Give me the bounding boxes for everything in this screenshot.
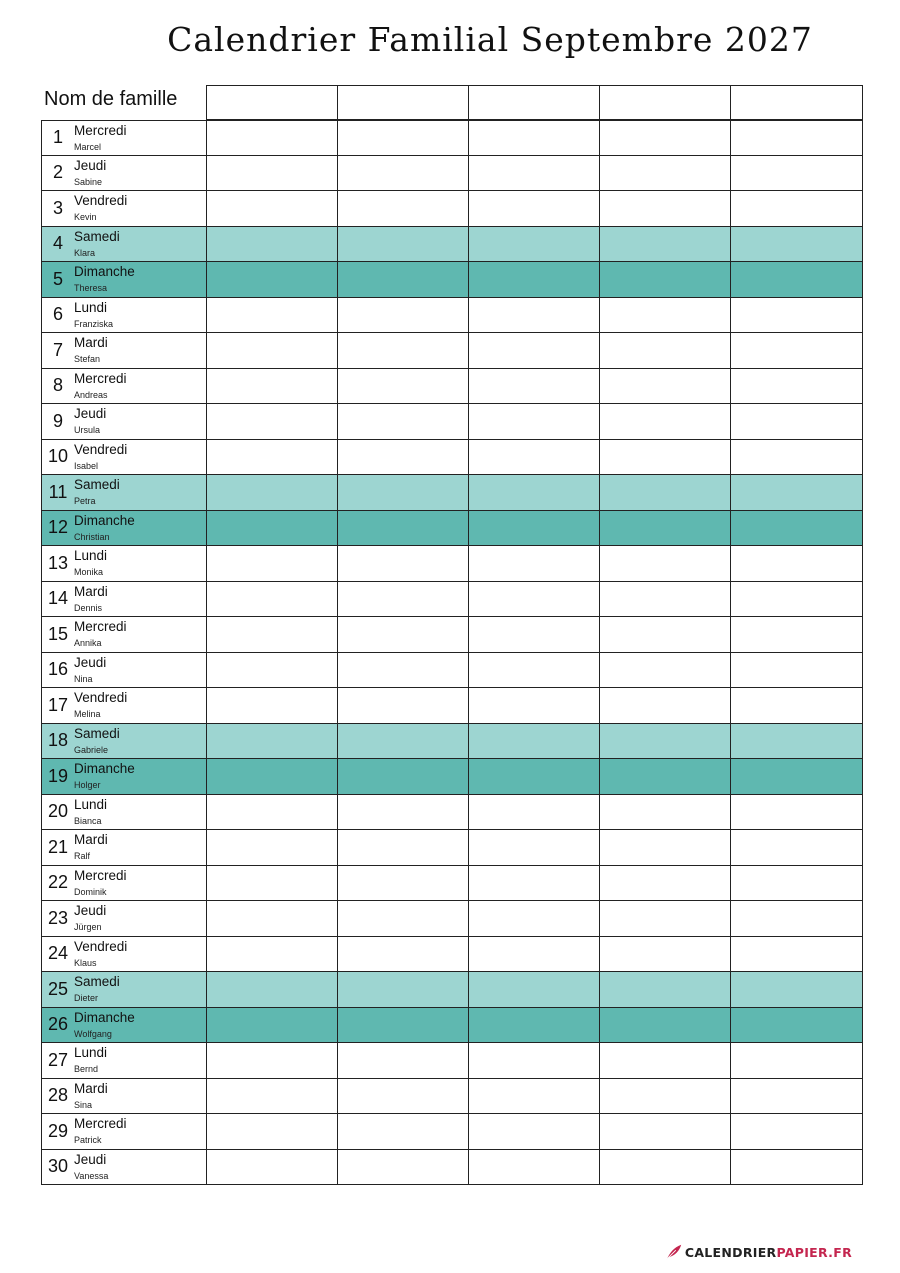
- entry-cell[interactable]: [206, 901, 339, 936]
- entry-cell[interactable]: [730, 582, 862, 617]
- entry-cell[interactable]: [468, 298, 601, 333]
- entry-cell[interactable]: [730, 475, 862, 510]
- entry-cell[interactable]: [599, 830, 732, 865]
- entry-cell[interactable]: [468, 653, 601, 688]
- entry-cell[interactable]: [730, 440, 862, 475]
- entry-cell[interactable]: [599, 262, 732, 297]
- day-row: [41, 901, 863, 937]
- entry-cell[interactable]: [206, 653, 339, 688]
- day-row: [41, 937, 863, 973]
- entry-cell[interactable]: [599, 724, 732, 759]
- day-row: [41, 972, 863, 1008]
- entry-cell[interactable]: [206, 156, 339, 191]
- weekday-name: Dimanche: [74, 264, 135, 279]
- entry-cell[interactable]: [730, 1043, 862, 1078]
- name-day: Christian: [74, 531, 110, 542]
- weekday-name: Mercredi: [74, 370, 127, 386]
- day-row: [41, 262, 863, 298]
- day-number: 7: [52, 339, 63, 360]
- day-row: [41, 191, 863, 227]
- entry-cell[interactable]: [599, 582, 732, 617]
- day-number: 1: [52, 127, 63, 148]
- entry-cell[interactable]: [730, 1114, 862, 1149]
- day-number: 10: [47, 446, 69, 467]
- entry-cell[interactable]: [468, 795, 601, 830]
- day-number: 15: [47, 623, 69, 644]
- day-row: [41, 156, 863, 192]
- entry-cell[interactable]: [730, 404, 862, 439]
- entry-cell[interactable]: [206, 937, 339, 972]
- entry-cell[interactable]: [206, 1114, 339, 1149]
- name-day: Bianca: [74, 815, 102, 826]
- family-column-header-5[interactable]: [730, 85, 863, 120]
- name-day: Monika: [74, 567, 104, 577]
- day-number: 2: [52, 162, 63, 183]
- entry-cell[interactable]: [468, 546, 601, 581]
- name-day: Andreas: [74, 389, 108, 400]
- day-number: 20: [47, 801, 69, 822]
- entry-cell[interactable]: [206, 1079, 339, 1114]
- entry-cell[interactable]: [599, 511, 732, 546]
- entry-cell[interactable]: [599, 298, 732, 333]
- day-number: 3: [52, 197, 63, 218]
- entry-cell[interactable]: [337, 937, 470, 972]
- weekday-name: Dimanche: [74, 512, 135, 528]
- day-number: 24: [47, 943, 69, 964]
- entry-cell[interactable]: [337, 227, 470, 262]
- weekday-name: Vendredi: [74, 938, 128, 954]
- entry-cell[interactable]: [206, 546, 339, 581]
- day-row: [41, 298, 863, 334]
- weekday-name: Samedi: [74, 477, 120, 492]
- weekday-name: Mardi: [74, 335, 108, 350]
- family-column-header-1[interactable]: [206, 85, 339, 120]
- weekday-name: Lundi: [74, 299, 108, 315]
- name-day: Dennis: [74, 602, 103, 613]
- entry-cell[interactable]: [468, 830, 601, 865]
- name-day: Holger: [74, 780, 101, 790]
- entry-cell[interactable]: [337, 617, 470, 652]
- entry-cell[interactable]: [337, 1079, 470, 1114]
- entry-cell[interactable]: [337, 440, 470, 475]
- name-day: Sina: [74, 1099, 93, 1110]
- entry-cell[interactable]: [468, 866, 601, 901]
- day-row: [41, 653, 863, 689]
- weekday-name: Mercredi: [74, 619, 127, 634]
- day-row: [41, 546, 863, 582]
- name-day: Ursula: [74, 425, 101, 435]
- name-day: Melina: [74, 709, 101, 719]
- weekday-name: Samedi: [74, 228, 120, 244]
- weekday-name: Mardi: [74, 583, 108, 599]
- name-day: Franziska: [74, 318, 114, 329]
- name-day: Jürgen: [74, 922, 102, 932]
- entry-cell[interactable]: [599, 759, 732, 794]
- entry-cell[interactable]: [730, 333, 862, 368]
- entry-cell[interactable]: [730, 156, 862, 191]
- entry-cell[interactable]: [468, 1008, 601, 1043]
- day-row: [41, 1043, 863, 1079]
- day-row: [41, 440, 863, 476]
- day-number: 30: [47, 1156, 69, 1177]
- weekday-name: Jeudi: [74, 654, 107, 670]
- day-row: [41, 227, 863, 263]
- name-day: Annika: [74, 638, 102, 648]
- entry-cell[interactable]: [206, 121, 339, 155]
- name-day: Vanessa: [74, 1170, 109, 1181]
- day-number: 8: [52, 375, 63, 396]
- entry-cell[interactable]: [730, 1150, 862, 1185]
- entry-cell[interactable]: [337, 369, 470, 404]
- entry-cell[interactable]: [206, 866, 339, 901]
- entry-cell[interactable]: [599, 369, 732, 404]
- entry-cell[interactable]: [337, 866, 470, 901]
- entry-cell[interactable]: [206, 724, 339, 759]
- name-day: Stefan: [74, 354, 101, 364]
- day-number: 28: [47, 1085, 69, 1106]
- entry-cell[interactable]: [730, 369, 862, 404]
- entry-cell[interactable]: [599, 1079, 732, 1114]
- leaf-icon: [665, 1243, 683, 1261]
- name-day: Dieter: [74, 993, 99, 1003]
- weekday-name: Jeudi: [74, 406, 107, 421]
- entry-cell[interactable]: [206, 972, 339, 1007]
- weekday-name: Mardi: [74, 1080, 108, 1096]
- name-day: Petra: [74, 496, 96, 506]
- name-day: Nina: [74, 673, 93, 684]
- entry-cell[interactable]: [337, 795, 470, 830]
- day-row: [41, 333, 863, 369]
- day-row: [41, 795, 863, 831]
- entry-cell[interactable]: [337, 121, 470, 155]
- entry-cell[interactable]: [337, 582, 470, 617]
- weekday-name: Samedi: [74, 974, 120, 989]
- entry-cell[interactable]: [468, 688, 601, 723]
- weekday-name: Vendredi: [74, 441, 128, 457]
- weekday-name: Lundi: [74, 1045, 108, 1060]
- entry-cell[interactable]: [206, 1008, 339, 1043]
- entry-cell[interactable]: [599, 795, 732, 830]
- day-number: 22: [47, 872, 69, 893]
- entry-cell[interactable]: [468, 156, 601, 191]
- entry-cell[interactable]: [206, 298, 339, 333]
- day-row: [41, 582, 863, 618]
- entry-cell[interactable]: [337, 156, 470, 191]
- name-day: Dominik: [74, 886, 107, 897]
- brand-footer[interactable]: [665, 1243, 852, 1261]
- day-number: 18: [47, 730, 69, 751]
- entry-cell[interactable]: [730, 795, 862, 830]
- brand-name-part1: CALENDRIER: [684, 1244, 777, 1260]
- weekday-name: Jeudi: [74, 903, 107, 918]
- name-day: Marcel: [74, 142, 102, 152]
- page-title: Calendrier Familial Septembre 2027: [167, 20, 813, 59]
- day-row: [41, 511, 863, 547]
- entry-cell[interactable]: [468, 121, 601, 155]
- day-number: 13: [47, 552, 69, 573]
- entry-cell[interactable]: [730, 866, 862, 901]
- day-number: 4: [52, 233, 63, 254]
- entry-cell[interactable]: [337, 298, 470, 333]
- weekday-name: Mercredi: [74, 1116, 127, 1131]
- brand-name-part2: PAPIER.FR: [776, 1244, 852, 1260]
- day-row: [41, 369, 863, 405]
- day-row: [41, 120, 863, 156]
- day-number: 17: [47, 694, 69, 715]
- name-day: Klaus: [74, 957, 97, 968]
- entry-cell[interactable]: [206, 404, 339, 439]
- weekday-name: Vendredi: [74, 690, 128, 705]
- entry-cell[interactable]: [337, 972, 470, 1007]
- entry-cell[interactable]: [730, 830, 862, 865]
- entry-cell[interactable]: [468, 1114, 601, 1149]
- entry-cell[interactable]: [337, 191, 470, 226]
- day-row: [41, 724, 863, 760]
- entry-cell[interactable]: [599, 404, 732, 439]
- name-day: Ralf: [74, 851, 91, 861]
- entry-cell[interactable]: [468, 227, 601, 262]
- day-row: [41, 1114, 863, 1150]
- entry-cell[interactable]: [206, 511, 339, 546]
- entry-cell[interactable]: [206, 333, 339, 368]
- entry-cell[interactable]: [206, 1150, 339, 1185]
- family-column-header-2[interactable]: [337, 85, 470, 120]
- entry-cell[interactable]: [599, 546, 732, 581]
- entry-cell[interactable]: [337, 333, 470, 368]
- day-number: 23: [47, 907, 69, 928]
- weekday-name: Samedi: [74, 725, 120, 741]
- entry-cell[interactable]: [206, 227, 339, 262]
- entry-cell[interactable]: [337, 1150, 470, 1185]
- entry-cell[interactable]: [599, 617, 732, 652]
- entry-cell[interactable]: [730, 759, 862, 794]
- entry-cell[interactable]: [337, 475, 470, 510]
- entry-cell[interactable]: [337, 688, 470, 723]
- entry-cell[interactable]: [730, 1079, 862, 1114]
- entry-cell[interactable]: [599, 653, 732, 688]
- entry-cell[interactable]: [599, 156, 732, 191]
- name-day: Sabine: [74, 176, 103, 187]
- entry-cell[interactable]: [599, 688, 732, 723]
- day-number: 21: [47, 836, 69, 857]
- day-number: 12: [47, 517, 69, 538]
- entry-cell[interactable]: [468, 1150, 601, 1185]
- entry-cell[interactable]: [730, 262, 862, 297]
- day-row: [41, 759, 863, 795]
- day-number: 29: [47, 1120, 69, 1141]
- entry-cell[interactable]: [468, 191, 601, 226]
- entry-cell[interactable]: [468, 937, 601, 972]
- entry-cell[interactable]: [468, 1043, 601, 1078]
- entry-cell[interactable]: [468, 724, 601, 759]
- entry-cell[interactable]: [599, 1150, 732, 1185]
- weekday-name: Dimanche: [74, 1009, 135, 1025]
- entry-cell[interactable]: [730, 688, 862, 723]
- entry-cell[interactable]: [337, 511, 470, 546]
- day-row: [41, 830, 863, 866]
- entry-cell[interactable]: [730, 191, 862, 226]
- weekday-name: Jeudi: [74, 157, 107, 173]
- entry-cell[interactable]: [206, 795, 339, 830]
- entry-cell[interactable]: [468, 440, 601, 475]
- entry-cell[interactable]: [468, 333, 601, 368]
- entry-cell[interactable]: [599, 333, 732, 368]
- day-number: 25: [47, 978, 69, 999]
- entry-cell[interactable]: [206, 440, 339, 475]
- entry-cell[interactable]: [206, 582, 339, 617]
- day-row: [41, 475, 863, 511]
- name-day: Patrick: [74, 1135, 102, 1145]
- entry-cell[interactable]: [730, 227, 862, 262]
- entry-cell[interactable]: [206, 262, 339, 297]
- entry-cell[interactable]: [206, 759, 339, 794]
- entry-cell[interactable]: [337, 1114, 470, 1149]
- entry-cell[interactable]: [468, 617, 601, 652]
- weekday-name: Vendredi: [74, 193, 128, 208]
- entry-cell[interactable]: [730, 972, 862, 1007]
- day-row: [41, 688, 863, 724]
- name-day: Theresa: [74, 283, 108, 293]
- entry-cell[interactable]: [206, 688, 339, 723]
- weekday-name: Mardi: [74, 832, 108, 847]
- day-number: 19: [47, 765, 69, 786]
- entry-cell[interactable]: [599, 1114, 732, 1149]
- entry-cell[interactable]: [468, 369, 601, 404]
- day-number: 11: [48, 481, 68, 502]
- day-number: 26: [47, 1014, 69, 1035]
- entry-cell[interactable]: [206, 369, 339, 404]
- entry-cell[interactable]: [468, 404, 601, 439]
- day-number: 6: [52, 304, 63, 325]
- weekday-name: Mercredi: [74, 867, 127, 883]
- entry-cell[interactable]: [468, 759, 601, 794]
- entry-cell[interactable]: [730, 298, 862, 333]
- day-row: [41, 1008, 863, 1044]
- entry-cell[interactable]: [468, 1079, 601, 1114]
- entry-cell[interactable]: [337, 404, 470, 439]
- day-number: 9: [52, 410, 63, 431]
- name-day: Bernd: [74, 1064, 99, 1074]
- entry-cell[interactable]: [730, 1008, 862, 1043]
- weekday-name: Lundi: [74, 796, 108, 812]
- entry-cell[interactable]: [337, 653, 470, 688]
- day-number: 27: [47, 1049, 69, 1070]
- entry-cell[interactable]: [599, 475, 732, 510]
- day-row: [41, 617, 863, 653]
- entry-cell[interactable]: [730, 653, 862, 688]
- entry-cell[interactable]: [206, 830, 339, 865]
- entry-cell[interactable]: [337, 1008, 470, 1043]
- entry-cell[interactable]: [337, 901, 470, 936]
- entry-cell[interactable]: [599, 191, 732, 226]
- entry-cell[interactable]: [599, 121, 732, 155]
- entry-cell[interactable]: [206, 475, 339, 510]
- entry-cell[interactable]: [468, 972, 601, 1007]
- entry-cell[interactable]: [468, 262, 601, 297]
- entry-cell[interactable]: [468, 582, 601, 617]
- entry-cell[interactable]: [337, 724, 470, 759]
- name-day: Kevin: [74, 212, 97, 222]
- entry-cell[interactable]: [730, 901, 862, 936]
- entry-cell[interactable]: [730, 724, 862, 759]
- day-number: 14: [47, 588, 69, 609]
- entry-cell[interactable]: [206, 191, 339, 226]
- entry-cell[interactable]: [730, 546, 862, 581]
- entry-cell[interactable]: [599, 901, 732, 936]
- entry-cell[interactable]: [337, 830, 470, 865]
- weekday-name: Mercredi: [74, 123, 127, 138]
- entry-cell[interactable]: [468, 475, 601, 510]
- weekday-name: Jeudi: [74, 1151, 107, 1167]
- entry-cell[interactable]: [599, 227, 732, 262]
- weekday-name: Lundi: [74, 548, 108, 563]
- entry-cell[interactable]: [730, 937, 862, 972]
- entry-cell[interactable]: [468, 511, 601, 546]
- day-number: 16: [47, 659, 69, 680]
- entry-cell[interactable]: [468, 901, 601, 936]
- entry-cell[interactable]: [599, 937, 732, 972]
- entry-cell[interactable]: [599, 972, 732, 1007]
- day-number: 5: [52, 268, 63, 289]
- entry-cell[interactable]: [337, 1043, 470, 1078]
- day-row: [41, 1150, 863, 1186]
- entry-cell[interactable]: [337, 546, 470, 581]
- entry-cell[interactable]: [599, 1043, 732, 1078]
- entry-cell[interactable]: [730, 511, 862, 546]
- name-day: Wolfgang: [74, 1028, 112, 1039]
- entry-cell[interactable]: [206, 1043, 339, 1078]
- entry-cell[interactable]: [730, 121, 862, 155]
- name-day: Isabel: [74, 460, 99, 471]
- weekday-name: Dimanche: [74, 761, 135, 776]
- family-column-header-4[interactable]: [599, 85, 732, 120]
- name-day: Klara: [74, 247, 96, 258]
- family-column-header-3[interactable]: [468, 85, 601, 120]
- day-row: [41, 1079, 863, 1115]
- day-row: [41, 866, 863, 902]
- entry-cell[interactable]: [730, 617, 862, 652]
- entry-cell[interactable]: [599, 1008, 732, 1043]
- name-day: Gabriele: [74, 744, 109, 755]
- entry-cell[interactable]: [337, 759, 470, 794]
- entry-cell[interactable]: [337, 262, 470, 297]
- entry-cell[interactable]: [599, 440, 732, 475]
- family-name-label: Nom de famille: [44, 88, 178, 110]
- entry-cell[interactable]: [599, 866, 732, 901]
- entry-cell[interactable]: [206, 617, 339, 652]
- day-row: [41, 404, 863, 440]
